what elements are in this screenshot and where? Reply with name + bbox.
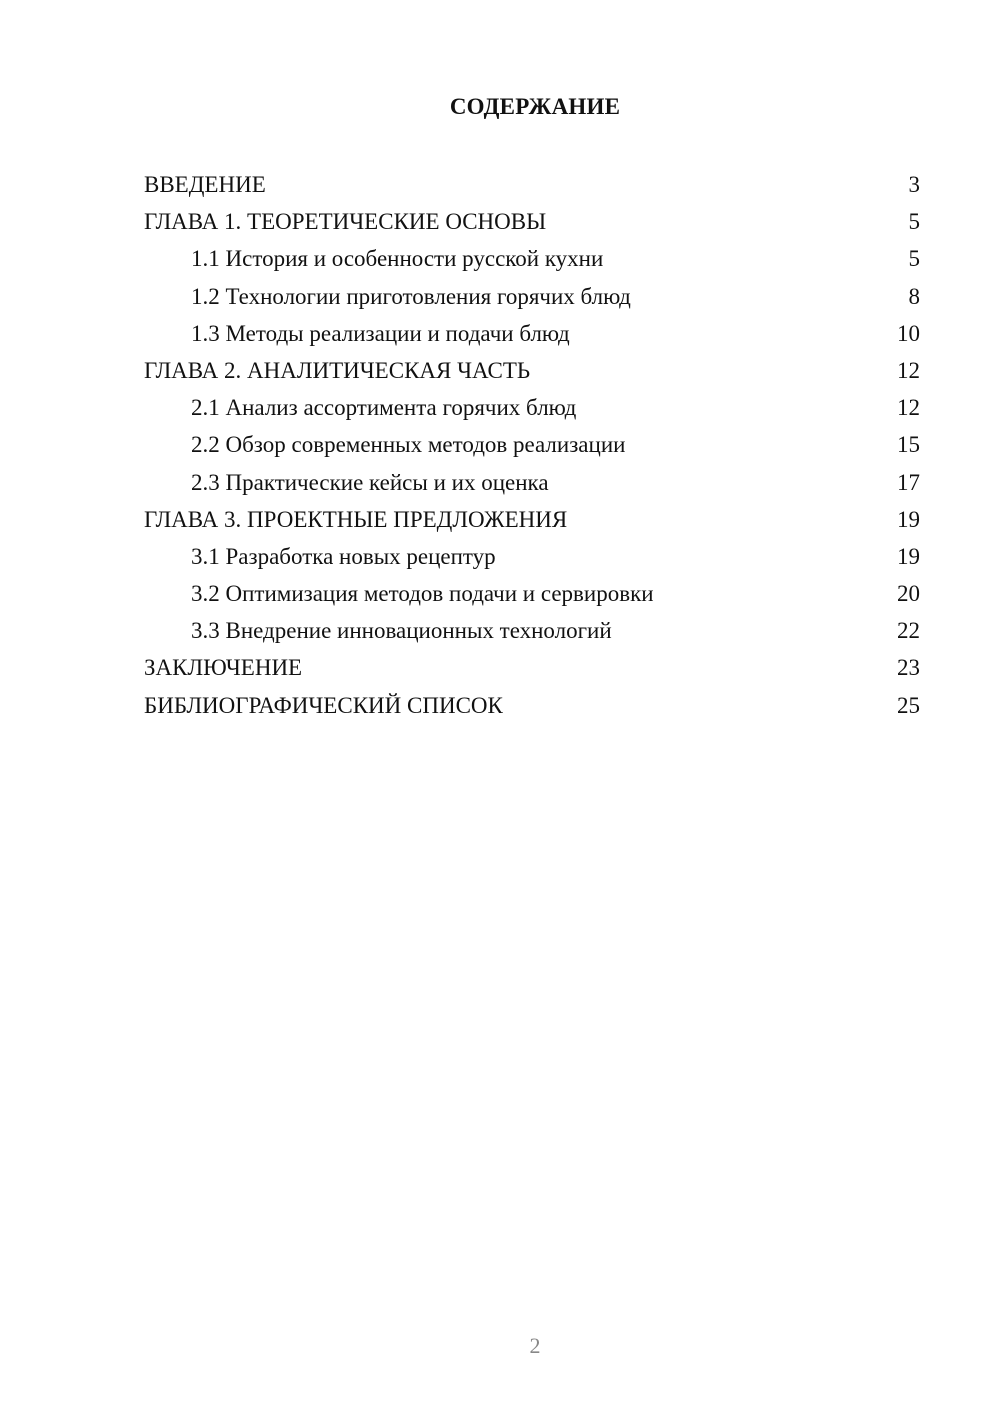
toc-entry-section-1-3 bbox=[144, 315, 920, 352]
toc-entry-section-2-1 bbox=[144, 389, 920, 426]
toc-entry-label: 1.3 Методы реализации и подачи блюд bbox=[191, 320, 570, 346]
toc-entry-label: 3.1 Разработка новых рецептур bbox=[191, 543, 496, 569]
toc-entry-section-2-2 bbox=[144, 426, 920, 463]
toc-entry-label: 2.2 Обзор современных методов реализации bbox=[191, 432, 626, 458]
toc-entry-label: БИБЛИОГРАФИЧЕСКИЙ СПИСОК bbox=[144, 692, 503, 718]
toc-entry-label: 2.1 Анализ ассортимента горячих блюд bbox=[191, 395, 577, 421]
toc-entry-label: 2.3 Практические кейсы и их оценка bbox=[191, 469, 549, 495]
toc-entry-section-1-1 bbox=[144, 240, 920, 277]
toc-entry-section-3-3 bbox=[144, 612, 920, 649]
toc-entry-introduction bbox=[144, 166, 920, 203]
toc-entry-page: 15 bbox=[897, 432, 920, 458]
toc-entry-chapter-3 bbox=[144, 501, 920, 538]
toc-entry-page: 12 bbox=[897, 395, 920, 421]
toc-entry-page: 3 bbox=[908, 172, 920, 197]
toc-entry-page: 19 bbox=[897, 543, 920, 569]
toc-entry-page: 5 bbox=[908, 246, 920, 272]
toc-entry-label: ВВЕДЕНИЕ bbox=[144, 172, 266, 197]
table-of-contents bbox=[144, 166, 920, 724]
toc-entry-page: 5 bbox=[908, 209, 920, 235]
page-title: СОДЕРЖАНИЕ bbox=[449, 94, 621, 119]
toc-entry-label: ГЛАВА 3. ПРОЕКТНЫЕ ПРЕДЛОЖЕНИЯ bbox=[144, 506, 568, 532]
toc-entry-chapter-1 bbox=[144, 203, 920, 240]
toc-entry-label: ГЛАВА 1. ТЕОРЕТИЧЕСКИЕ ОСНОВЫ bbox=[144, 209, 547, 235]
toc-entry-label: ЗАКЛЮЧЕНИЕ bbox=[144, 655, 303, 681]
toc-entry-section-3-2 bbox=[144, 575, 920, 612]
toc-entry-page: 10 bbox=[897, 320, 920, 346]
toc-entry-label: ГЛАВА 2. АНАЛИТИЧЕСКАЯ ЧАСТЬ bbox=[144, 357, 531, 383]
toc-entry-page: 17 bbox=[897, 469, 920, 495]
toc-entry-section-3-1 bbox=[144, 538, 920, 575]
toc-entry-page: 20 bbox=[897, 581, 920, 607]
toc-entry-page: 8 bbox=[908, 283, 920, 309]
toc-entry-section-1-2 bbox=[144, 278, 920, 315]
toc-entry-chapter-2 bbox=[144, 352, 920, 389]
toc-entry-page: 19 bbox=[897, 506, 920, 532]
toc-entry-label: 1.2 Технологии приготовления горячих блюд bbox=[191, 283, 631, 309]
toc-entry-page: 12 bbox=[897, 357, 920, 383]
page-number: 2 bbox=[529, 1333, 541, 1358]
toc-entry-page: 25 bbox=[897, 692, 920, 718]
toc-entry-page: 22 bbox=[897, 618, 920, 644]
toc-entry-label: 3.3 Внедрение инновационных технологий bbox=[191, 618, 612, 644]
toc-entry-section-2-3 bbox=[144, 464, 920, 501]
toc-entry-bibliography bbox=[144, 687, 920, 724]
toc-entry-conclusion bbox=[144, 649, 920, 686]
toc-entry-label: 3.2 Оптимизация методов подачи и сервировки bbox=[191, 581, 654, 607]
toc-entry-label: 1.1 История и особенности русской кухни bbox=[191, 246, 604, 272]
toc-entry-page: 23 bbox=[897, 655, 920, 681]
